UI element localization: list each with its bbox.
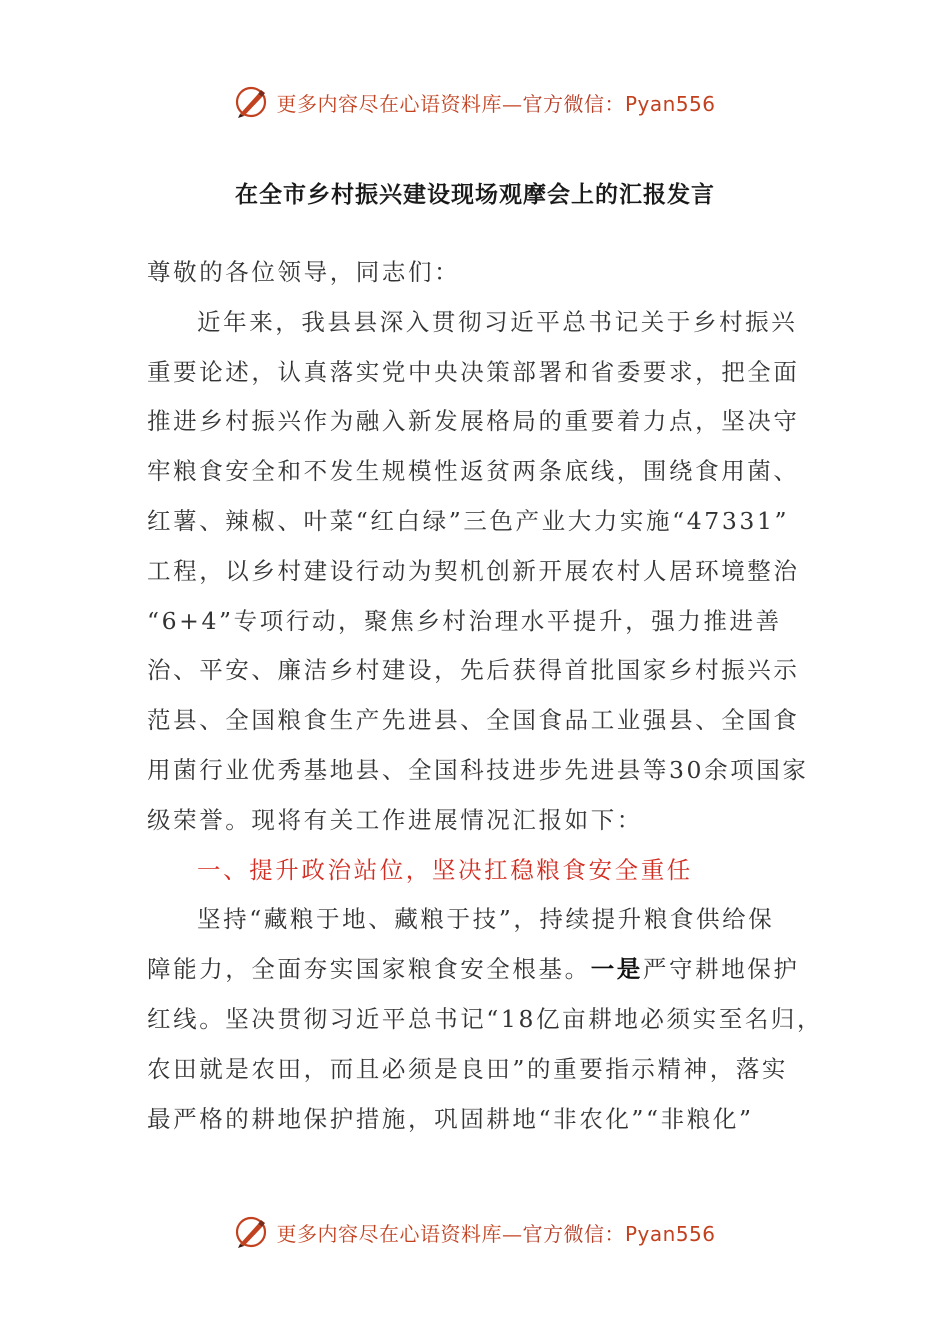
document-title: 在全市乡村振兴建设现场观摩会上的汇报发言 xyxy=(235,181,715,208)
body-line: 推进乡村振兴作为融入新发展格局的重要着力点，坚决守 xyxy=(147,407,800,436)
footer-watermark xyxy=(0,1210,950,1254)
body-text-segment: 障能力，全面夯实国家粮食安全根基。 xyxy=(147,955,591,984)
header-watermark xyxy=(0,80,950,124)
body-line: 坚持“藏粮于地、藏粮于技”，持续提升粮食供给保 xyxy=(197,905,775,934)
body-line: 近年来，我县县深入贯彻习近平总书记关于乡村振兴 xyxy=(197,307,798,336)
body-text-segment: 严守耕地保护 xyxy=(642,955,800,984)
body-line: 工程，以乡村建设行动为契机创新开展农村人居环境整治 xyxy=(147,556,800,585)
watermark-dash: — xyxy=(501,91,523,116)
watermark-text: 更多内容尽在心语资料库 xyxy=(276,1221,502,1246)
body-line: “6+4”专项行动，聚焦乡村治理水平提升，强力推进善 xyxy=(147,606,782,635)
salutation-line: 尊敬的各位领导，同志们： xyxy=(147,258,461,286)
body-line xyxy=(147,945,807,995)
section-heading-1: 一、提升政治站位，坚决扛稳粮食安全重任 xyxy=(197,855,693,884)
body-line: 牢粮食安全和不发生规模性返贫两条底线，围绕食用菌、 xyxy=(147,457,800,486)
body-line: 农田就是农田，而且必须是良田”的重要指示精神，落实 xyxy=(147,1054,789,1083)
pen-logo-icon xyxy=(234,1215,268,1249)
watermark-dash: — xyxy=(501,1221,523,1246)
watermark-text: 更多内容尽在心语资料库 xyxy=(276,91,502,116)
body-line: 最严格的耕地保护措施，巩固耕地“非农化”“非粮化” xyxy=(147,1104,754,1133)
watermark-wechat-id: Pyan556 xyxy=(624,1221,716,1246)
body-line: 治、平安、廉洁乡村建设，先后获得首批国家乡村振兴示 xyxy=(147,656,800,685)
watermark-wechat-label: 官方微信： xyxy=(522,91,625,116)
pen-logo-icon xyxy=(234,85,268,119)
bold-point-label: 一是 xyxy=(590,955,643,984)
body-line: 范县、全国粮食生产先进县、全国食品工业强县、全国食 xyxy=(147,706,800,735)
body-line: 级荣誉。现将有关工作进展情况汇报如下： xyxy=(147,805,643,834)
body-line: 重要论述，认真落实党中央决策部署和省委要求，把全面 xyxy=(147,357,800,386)
body-line: 红线。坚决贯彻习近平总书记“18亿亩耕地必须实至名归， xyxy=(147,1004,824,1033)
watermark-wechat-id: Pyan556 xyxy=(624,91,716,116)
watermark-wechat-label: 官方微信： xyxy=(522,1221,625,1246)
document-body xyxy=(147,248,824,1144)
body-line: 红薯、辣椒、叶菜“红白绿”三色产业大力实施“47331” xyxy=(147,506,790,535)
body-line: 用菌行业优秀基地县、全国科技进步先进县等30余项国家 xyxy=(147,755,809,784)
